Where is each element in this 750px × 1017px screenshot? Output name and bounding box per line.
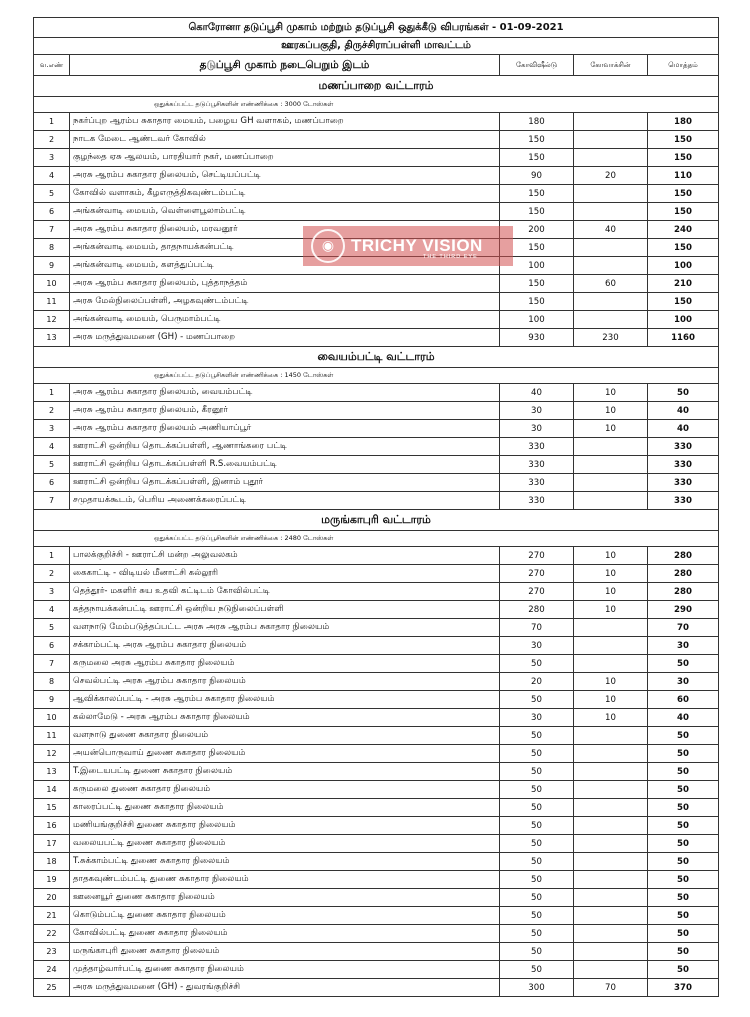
camp-location: கொடும்பட்டி துணை சுகாதார நிலையம்	[70, 907, 500, 925]
serial-number: 11	[34, 727, 70, 745]
covishield-count: 150	[500, 149, 574, 167]
covaxin-count	[574, 293, 648, 311]
covishield-count: 270	[500, 583, 574, 601]
table-row	[34, 727, 719, 745]
covaxin-count	[574, 257, 648, 275]
covaxin-count: 20	[574, 167, 648, 185]
watermark-tagline: THE THIRD EYE	[423, 254, 478, 260]
total-count: 50	[648, 925, 719, 943]
covishield-count: 50	[500, 835, 574, 853]
table-row	[34, 311, 719, 329]
total-count: 150	[648, 203, 719, 221]
watermark-name: TRICHY VISION	[351, 236, 483, 255]
covaxin-count	[574, 799, 648, 817]
camp-location: அரசு ஆரம்ப சுகாதார நிலையம் அணியாப்பூர்	[70, 420, 500, 438]
covaxin-count	[574, 456, 648, 474]
total-count: 30	[648, 673, 719, 691]
table-row	[34, 149, 719, 167]
table-row	[34, 131, 719, 149]
table-row	[34, 601, 719, 619]
total-count: 150	[648, 149, 719, 167]
serial-number: 9	[34, 257, 70, 275]
serial-number: 21	[34, 907, 70, 925]
allocation-note: ஒதுக்கப்பட்ட தடுப்பூசிகளின் எண்ணிக்கை : 3000 டோஸ்கள்	[34, 97, 719, 113]
table-row	[34, 835, 719, 853]
total-count: 150	[648, 131, 719, 149]
covaxin-count: 10	[574, 709, 648, 727]
serial-number: 19	[34, 871, 70, 889]
total-count: 50	[648, 907, 719, 925]
serial-number: 8	[34, 239, 70, 257]
serial-number: 14	[34, 781, 70, 799]
serial-number: 17	[34, 835, 70, 853]
camp-location: கோவில்பட்டி துணை சுகாதார நிலையம்	[70, 925, 500, 943]
total-count: 330	[648, 474, 719, 492]
vaccination-schedule-sheet	[33, 17, 718, 997]
table-row	[34, 619, 719, 637]
serial-number: 5	[34, 185, 70, 203]
table-row	[34, 293, 719, 311]
allocation-note: ஒதுக்கப்பட்ட தடுப்பூசிகளின் எண்ணிக்கை : 2480 டோஸ்கள்	[34, 531, 719, 547]
covishield-count: 150	[500, 131, 574, 149]
table-row	[34, 583, 719, 601]
covaxin-count	[574, 113, 648, 131]
serial-number: 22	[34, 925, 70, 943]
covaxin-count	[574, 835, 648, 853]
covishield-count: 50	[500, 799, 574, 817]
covishield-count: 50	[500, 781, 574, 799]
covaxin-count	[574, 619, 648, 637]
total-count: 100	[648, 311, 719, 329]
header-total: மொத்தம்	[648, 55, 719, 76]
serial-number: 5	[34, 619, 70, 637]
total-count: 280	[648, 547, 719, 565]
covishield-count: 50	[500, 727, 574, 745]
camp-location: காரைப்பட்டி துணை சுகாதார நிலையம்	[70, 799, 500, 817]
serial-number: 8	[34, 673, 70, 691]
table-row	[34, 709, 719, 727]
table-row	[34, 889, 719, 907]
camp-location: அரசு மருத்துவமனை (GH) - மணப்பாறை	[70, 329, 500, 347]
covishield-count: 150	[500, 239, 574, 257]
table-row	[34, 420, 719, 438]
serial-number: 18	[34, 853, 70, 871]
camp-location: சமுதாயக்கூடம், பெரிய அணைக்கரைப்பட்டி	[70, 492, 500, 510]
total-count: 100	[648, 257, 719, 275]
covishield-count: 200	[500, 221, 574, 239]
table-row	[34, 817, 719, 835]
camp-location: ஊராட்சி ஒன்றிய தொடக்கப்பள்ளி, இனாம் புதூர்	[70, 474, 500, 492]
camp-location: வலையபட்டி துணை சுகாதார நிலையம்	[70, 835, 500, 853]
serial-number: 10	[34, 709, 70, 727]
header-covishield: கோவிஷீல்டு	[500, 55, 574, 76]
camp-location: அரசு ஆரம்ப சுகாதார நிலையம், செட்டியப்பட்டி	[70, 167, 500, 185]
camp-location: கல்லாமேடு - அரசு ஆரம்ப சுகாதார நிலையம்	[70, 709, 500, 727]
table-row	[34, 655, 719, 673]
camp-location: மருங்காபுரி துணை சுகாதார நிலையம்	[70, 943, 500, 961]
total-count: 290	[648, 601, 719, 619]
covishield-count: 50	[500, 907, 574, 925]
camera-logo-icon: ◉	[311, 229, 345, 263]
covishield-count: 150	[500, 185, 574, 203]
covaxin-count: 10	[574, 402, 648, 420]
table-row	[34, 474, 719, 492]
covaxin-count	[574, 853, 648, 871]
document-subtitle: ஊரகப்பகுதி, திருச்சிராப்பள்ளி மாவட்டம்	[34, 38, 719, 55]
covishield-count: 50	[500, 925, 574, 943]
camp-location: கைகாட்டி - விடியல் மீனாட்சி கல்லூரி	[70, 565, 500, 583]
total-count: 110	[648, 167, 719, 185]
table-row	[34, 456, 719, 474]
covishield-count: 70	[500, 619, 574, 637]
camp-location: செவல்பட்டி அரசு ஆரம்ப சுகாதார நிலையம்	[70, 673, 500, 691]
covaxin-count	[574, 492, 648, 510]
camp-location: கருமலை அரசு ஆரம்ப சுகாதார நிலையம்	[70, 655, 500, 673]
total-count: 50	[648, 817, 719, 835]
serial-number: 13	[34, 763, 70, 781]
table-row	[34, 853, 719, 871]
covaxin-count	[574, 239, 648, 257]
total-count: 70	[648, 619, 719, 637]
camp-location: வளநாடு மேம்படுத்தப்பட்ட அரசு அரசு ஆரம்ப சுகாதார நிலையம்	[70, 619, 500, 637]
serial-number: 4	[34, 601, 70, 619]
camp-location: அரசு ஆரம்ப சுகாதார நிலையம், வையம்பட்டி	[70, 384, 500, 402]
total-count: 50	[648, 889, 719, 907]
covishield-count: 50	[500, 691, 574, 709]
total-count: 50	[648, 799, 719, 817]
covaxin-count	[574, 943, 648, 961]
covishield-count: 330	[500, 474, 574, 492]
camp-location: T.சுக்காம்பட்டி துணை சுகாதார நிலையம்	[70, 853, 500, 871]
serial-number: 5	[34, 456, 70, 474]
serial-number: 7	[34, 655, 70, 673]
covaxin-count	[574, 781, 648, 799]
camp-location: பாலக்குறிச்சி - ஊராட்சி மன்ற அலுவலகம்	[70, 547, 500, 565]
total-count: 50	[648, 727, 719, 745]
serial-number: 6	[34, 474, 70, 492]
table-row	[34, 329, 719, 347]
table-row	[34, 438, 719, 456]
serial-number: 25	[34, 979, 70, 997]
total-count: 370	[648, 979, 719, 997]
camp-location: மணியங்குறிச்சி துணை சுகாதார நிலையம்	[70, 817, 500, 835]
covishield-count: 50	[500, 655, 574, 673]
table-row	[34, 691, 719, 709]
total-count: 40	[648, 420, 719, 438]
covishield-count: 330	[500, 438, 574, 456]
covishield-count: 300	[500, 979, 574, 997]
covishield-count: 50	[500, 889, 574, 907]
allocation-note-row	[34, 97, 719, 113]
table-row	[34, 763, 719, 781]
table-row	[34, 402, 719, 420]
covaxin-count: 60	[574, 275, 648, 293]
covishield-count: 50	[500, 961, 574, 979]
allocation-note-row	[34, 531, 719, 547]
covaxin-count: 10	[574, 420, 648, 438]
covaxin-count	[574, 655, 648, 673]
covaxin-count	[574, 961, 648, 979]
covaxin-count	[574, 474, 648, 492]
table-row	[34, 871, 719, 889]
header-covaxin: கோவாக்சின்	[574, 55, 648, 76]
block-header-row	[34, 347, 719, 368]
total-count: 40	[648, 709, 719, 727]
camp-location: ஊராட்சி ஒன்றிய தொடக்கப்பள்ளி, ஆணாங்கரை பட்டி	[70, 438, 500, 456]
covishield-count: 280	[500, 601, 574, 619]
covaxin-count	[574, 871, 648, 889]
covishield-count: 100	[500, 311, 574, 329]
camp-location: அரசு மருத்துவமனை (GH) - துவரங்குறிச்சி	[70, 979, 500, 997]
serial-number: 1	[34, 547, 70, 565]
block-name: மருங்காபுரி வட்டாரம்	[34, 510, 719, 531]
serial-number: 12	[34, 745, 70, 763]
trichy-vision-watermark	[303, 226, 513, 266]
covaxin-count: 10	[574, 691, 648, 709]
total-count: 50	[648, 745, 719, 763]
total-count: 330	[648, 492, 719, 510]
covaxin-count	[574, 131, 648, 149]
camp-location: T.இடையபட்டி துணை சுகாதார நிலையம்	[70, 763, 500, 781]
camp-location: அரசு ஆரம்ப சுகாதார நிலையம், புத்தாநத்தம்	[70, 275, 500, 293]
covishield-count: 270	[500, 565, 574, 583]
total-count: 50	[648, 835, 719, 853]
table-row	[34, 745, 719, 763]
camp-location: ஆவிக்காலப்பட்டி - அரசு ஆரம்ப சுகாதார நிலையம்	[70, 691, 500, 709]
covaxin-count: 10	[574, 384, 648, 402]
table-row	[34, 565, 719, 583]
covaxin-count: 10	[574, 547, 648, 565]
table-row	[34, 673, 719, 691]
table-row	[34, 384, 719, 402]
total-count: 50	[648, 853, 719, 871]
serial-number: 16	[34, 817, 70, 835]
serial-number: 12	[34, 311, 70, 329]
covaxin-count	[574, 637, 648, 655]
covaxin-count: 230	[574, 329, 648, 347]
serial-number: 10	[34, 275, 70, 293]
camp-location: குழந்தை ஏசு ஆலயம், பாரதியார் நகர், மணப்பாறை	[70, 149, 500, 167]
allocation-note-row	[34, 368, 719, 384]
covishield-count: 50	[500, 871, 574, 889]
covaxin-count	[574, 817, 648, 835]
table-row	[34, 275, 719, 293]
serial-number: 11	[34, 293, 70, 311]
table-row	[34, 781, 719, 799]
camp-location: அங்கன்வாடி மையம், தாதநாயக்கன்பட்டி	[70, 239, 500, 257]
covishield-count: 30	[500, 709, 574, 727]
total-count: 150	[648, 185, 719, 203]
header-place: தடுப்பூசி முகாம் நடைபெறும் இடம்	[70, 55, 500, 76]
document-title: கொரோனா தடுப்பூசி முகாம் மற்றும் தடுப்பூசி ஒதுக்கீடு விபரங்கள் - 01-09-2021	[34, 18, 719, 38]
covaxin-count: 10	[574, 565, 648, 583]
table-row	[34, 185, 719, 203]
table-row	[34, 943, 719, 961]
camp-location: அரசு மேல்நிலைப்பள்ளி, அழகவுண்டம்பட்டி	[70, 293, 500, 311]
table-row	[34, 961, 719, 979]
serial-number: 7	[34, 492, 70, 510]
table-row	[34, 113, 719, 131]
covaxin-count	[574, 438, 648, 456]
covaxin-count	[574, 149, 648, 167]
table-row	[34, 799, 719, 817]
total-count: 50	[648, 384, 719, 402]
total-count: 50	[648, 961, 719, 979]
total-count: 40	[648, 402, 719, 420]
covishield-count: 30	[500, 420, 574, 438]
block-name: வையம்பட்டி வட்டாரம்	[34, 347, 719, 368]
total-count: 330	[648, 456, 719, 474]
block-header-row	[34, 510, 719, 531]
covaxin-count	[574, 763, 648, 781]
serial-number: 3	[34, 149, 70, 167]
covishield-count: 150	[500, 275, 574, 293]
covishield-count: 330	[500, 492, 574, 510]
camp-location: சக்காம்பட்டி அரசு ஆரம்ப சுகாதார நிலையம்	[70, 637, 500, 655]
covaxin-count	[574, 727, 648, 745]
covaxin-count	[574, 311, 648, 329]
serial-number: 2	[34, 402, 70, 420]
serial-number: 7	[34, 221, 70, 239]
covishield-count: 180	[500, 113, 574, 131]
serial-number: 2	[34, 131, 70, 149]
camp-location: கருமலை துணை சுகாதார நிலையம்	[70, 781, 500, 799]
block-header-row	[34, 76, 719, 97]
total-count: 60	[648, 691, 719, 709]
total-count: 180	[648, 113, 719, 131]
covishield-count: 30	[500, 637, 574, 655]
total-count: 50	[648, 943, 719, 961]
camp-location: நாடக மேடை ஆண்டவர் கோவில்	[70, 131, 500, 149]
serial-number: 6	[34, 203, 70, 221]
covishield-count: 20	[500, 673, 574, 691]
camp-location: அங்கன்வாடி மையம், களத்துப்பட்டி	[70, 257, 500, 275]
camp-location: அங்கன்வாடி மையம், வெள்ளைபூலாம்பட்டி	[70, 203, 500, 221]
serial-number: 4	[34, 438, 70, 456]
table-row	[34, 907, 719, 925]
table-row	[34, 979, 719, 997]
table-row	[34, 167, 719, 185]
covishield-count: 50	[500, 943, 574, 961]
serial-number: 3	[34, 420, 70, 438]
total-count: 150	[648, 239, 719, 257]
covishield-count: 50	[500, 853, 574, 871]
table-row	[34, 547, 719, 565]
covaxin-count	[574, 745, 648, 763]
covaxin-count	[574, 185, 648, 203]
header-serial-number: வ.எண்	[34, 55, 70, 76]
vaccination-table	[33, 17, 719, 997]
covishield-count: 100	[500, 257, 574, 275]
covaxin-count	[574, 907, 648, 925]
camp-location: நகர்ப்புற ஆரம்ப சுகாதார மையம், பழைய GH வளாகம், மணப்பாறை	[70, 113, 500, 131]
allocation-note: ஒதுக்கப்பட்ட தடுப்பூசிகளின் எண்ணிக்கை : 1450 டோஸ்கள்	[34, 368, 719, 384]
covaxin-count: 10	[574, 583, 648, 601]
serial-number: 6	[34, 637, 70, 655]
total-count: 280	[648, 583, 719, 601]
camp-location: தெத்தூர்- மகளிர் சுய உதவி கட்டிடம் கோவில்பட்டி	[70, 583, 500, 601]
block-name: மணப்பாறை வட்டாரம்	[34, 76, 719, 97]
table-row	[34, 925, 719, 943]
covaxin-count: 70	[574, 979, 648, 997]
serial-number: 13	[34, 329, 70, 347]
camp-location: முத்தாழ்வார்பட்டி துணை சுகாதார நிலையம்	[70, 961, 500, 979]
covaxin-count	[574, 925, 648, 943]
covaxin-count: 40	[574, 221, 648, 239]
covaxin-count: 10	[574, 673, 648, 691]
camp-location: அரசு ஆரம்ப சுகாதார நிலையம், மரவனூர்	[70, 221, 500, 239]
serial-number: 1	[34, 113, 70, 131]
camp-location: கோவில் வளாகம், கீழஎருத்திகவுண்டம்பட்டி	[70, 185, 500, 203]
covishield-count: 50	[500, 763, 574, 781]
serial-number: 9	[34, 691, 70, 709]
covaxin-count: 10	[574, 601, 648, 619]
total-count: 150	[648, 293, 719, 311]
serial-number: 24	[34, 961, 70, 979]
covishield-count: 40	[500, 384, 574, 402]
total-count: 210	[648, 275, 719, 293]
camp-location: வளநாடு துணை சுகாதார நிலையம்	[70, 727, 500, 745]
covaxin-count	[574, 889, 648, 907]
covishield-count: 30	[500, 402, 574, 420]
covishield-count: 50	[500, 745, 574, 763]
total-count: 30	[648, 637, 719, 655]
table-row	[34, 637, 719, 655]
camp-location: அரசு ஆரம்ப சுகாதார நிலையம், கீரனூர்	[70, 402, 500, 420]
covishield-count: 150	[500, 293, 574, 311]
covishield-count: 270	[500, 547, 574, 565]
camp-location: அயன்பொருவாய் துணை சுகாதார நிலையம்	[70, 745, 500, 763]
camp-location: ஊனையூர் துணை சுகாதார நிலையம்	[70, 889, 500, 907]
total-count: 50	[648, 871, 719, 889]
serial-number: 3	[34, 583, 70, 601]
total-count: 1160	[648, 329, 719, 347]
table-row	[34, 492, 719, 510]
serial-number: 23	[34, 943, 70, 961]
serial-number: 20	[34, 889, 70, 907]
camp-location: தாதகவுண்டம்பட்டி துணை சுகாதார நிலையம்	[70, 871, 500, 889]
covishield-count: 330	[500, 456, 574, 474]
covishield-count: 90	[500, 167, 574, 185]
serial-number: 2	[34, 565, 70, 583]
covishield-count: 150	[500, 203, 574, 221]
total-count: 240	[648, 221, 719, 239]
total-count: 50	[648, 763, 719, 781]
total-count: 330	[648, 438, 719, 456]
camp-location: ஊராட்சி ஒன்றிய தொடக்கப்பள்ளி R.S.வையம்பட்டி	[70, 456, 500, 474]
camp-location: அங்கன்வாடி மையம், பெருமாம்பட்டி	[70, 311, 500, 329]
covishield-count: 930	[500, 329, 574, 347]
total-count: 50	[648, 655, 719, 673]
serial-number: 1	[34, 384, 70, 402]
table-row	[34, 203, 719, 221]
camp-location: கத்தநாயக்கன்பட்டி ஊராட்சி ஒன்றிய நடுநிலைப்பள்ளி	[70, 601, 500, 619]
total-count: 50	[648, 781, 719, 799]
serial-number: 4	[34, 167, 70, 185]
covishield-count: 50	[500, 817, 574, 835]
covaxin-count	[574, 203, 648, 221]
total-count: 280	[648, 565, 719, 583]
serial-number: 15	[34, 799, 70, 817]
